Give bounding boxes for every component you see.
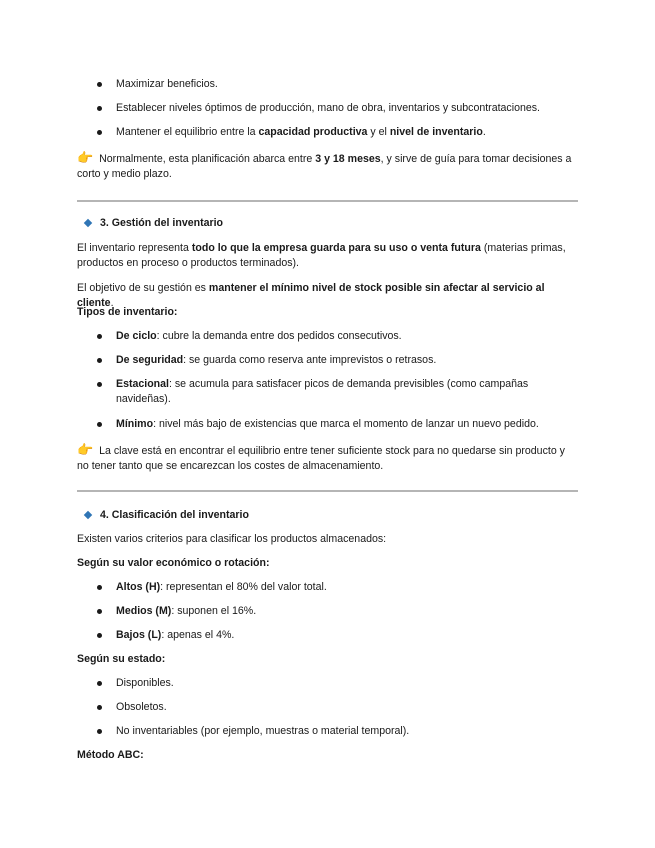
list-item [77,580,578,595]
text: Mantener el equilibrio entre la [116,126,259,138]
diamond-bullet-icon [84,218,92,226]
list-item-text: Obsoletos. [116,701,167,713]
section-divider [77,200,578,202]
term: De seguridad [116,354,184,366]
text: , y sirve de guía para tomar decisiones a [380,153,572,165]
text: El objetivo de su gestión es [77,282,209,294]
text: . [482,126,486,138]
objectives-list [77,77,578,92]
inventory-types-list-4 [77,417,578,432]
list-item [77,604,578,619]
value-list-1 [77,580,578,595]
term: Bajos (L) [116,629,162,641]
list-item [77,125,578,140]
desc: : nivel más bajo de existencias que marca el momento de lanzar un nuevo pedido. [153,418,539,430]
abc-heading [77,748,578,763]
desc: navideñas). [116,393,171,405]
list-item-text: No inventariables (por ejemplo, muestras o material temporal). [116,725,410,737]
term: Estacional [116,378,169,390]
objectives-list-3 [77,125,578,140]
list-item [77,700,578,715]
section-title: 3. Gestión del inventario [100,217,224,229]
text: y el [367,126,390,138]
list-item [77,77,578,92]
desc: : representan el 80% del valor total. [160,581,327,593]
note-key [77,442,578,474]
list-item [77,329,578,344]
term: Mínimo [116,418,154,430]
section-3-paragraph-1 [77,241,578,271]
term: Altos (H) [116,581,161,593]
value-list-3 [77,628,578,643]
paragraph-line: productos en proceso o productos terminados). [77,257,300,269]
note-line-2: no tener tanto que se encarezcan los costes de almacenamiento. [77,460,384,472]
bold-text: capacidad productiva [258,126,368,138]
subheading: Método ABC: [77,749,144,761]
paragraph: Existen varios criterios para clasificar los productos almacenados: [77,533,387,545]
inventory-types-list-2 [77,353,578,368]
subheading: Según su valor económico o rotación: [77,557,270,569]
desc: : cubre la demanda entre dos pedidos consecutivos. [156,330,402,342]
state-list-1 [77,676,578,691]
list-item [77,628,578,643]
objectives-list-2 [77,101,578,116]
desc: : se acumula para satisfacer picos de demanda previsibles (como campañas [169,378,529,390]
section-title: 4. Clasificación del inventario [100,509,249,521]
note-line-2: corto y medio plazo. [77,168,172,180]
bold-text: mantener el mínimo nivel de stock posible sin afectar al servicio al cliente [77,282,545,309]
state-list-3 [77,724,578,739]
text: (materias primas, [480,242,566,254]
list-item [77,417,578,432]
bold-text: 3 y 18 meses [315,153,381,165]
bold-text: nivel de inventario [389,126,483,138]
state-heading [77,652,578,667]
section-4-intro [77,532,578,547]
term: De ciclo [116,330,157,342]
subheading: Tipos de inventario: [77,306,178,318]
text: La clave está en encontrar el equilibrio entre tener suficiente stock para no quedarse sin producto y [96,445,565,457]
diamond-bullet-icon [84,510,92,518]
inventory-types-heading [77,305,578,320]
text: . [110,297,114,309]
inventory-types-list-1 [77,329,578,344]
list-item [77,101,578,116]
list-item-text: Establecer niveles óptimos de producción, mano de obra, inventarios y subcontrataciones. [116,102,540,114]
value-heading [77,556,578,571]
list-item-text: Maximizar beneficios. [116,78,218,90]
desc: : apenas el 4%. [161,629,235,641]
pointing-hand-icon: 👉 [77,442,94,457]
desc: : se guarda como reserva ante imprevistos o retrasos. [183,354,437,366]
inventory-types-list-3 [77,377,578,407]
section-4-heading [77,508,578,523]
state-list-2 [77,700,578,715]
pointing-hand-icon: 👉 [77,150,94,165]
value-list-2 [77,604,578,619]
list-item [77,676,578,691]
note-planning [77,150,578,182]
list-item-text: Disponibles. [116,677,174,689]
text: El inventario representa [77,242,192,254]
bold-text: todo lo que la empresa guarda para su uso o venta futura [191,242,481,254]
list-item [77,353,578,368]
desc: : suponen el 16%. [171,605,257,617]
list-item [77,377,578,407]
section-divider [77,490,578,492]
text: Normalmente, esta planificación abarca entre [96,153,316,165]
list-item [77,724,578,739]
term: Medios (M) [116,605,172,617]
subheading: Según su estado: [77,653,166,665]
section-3-heading [77,216,578,231]
